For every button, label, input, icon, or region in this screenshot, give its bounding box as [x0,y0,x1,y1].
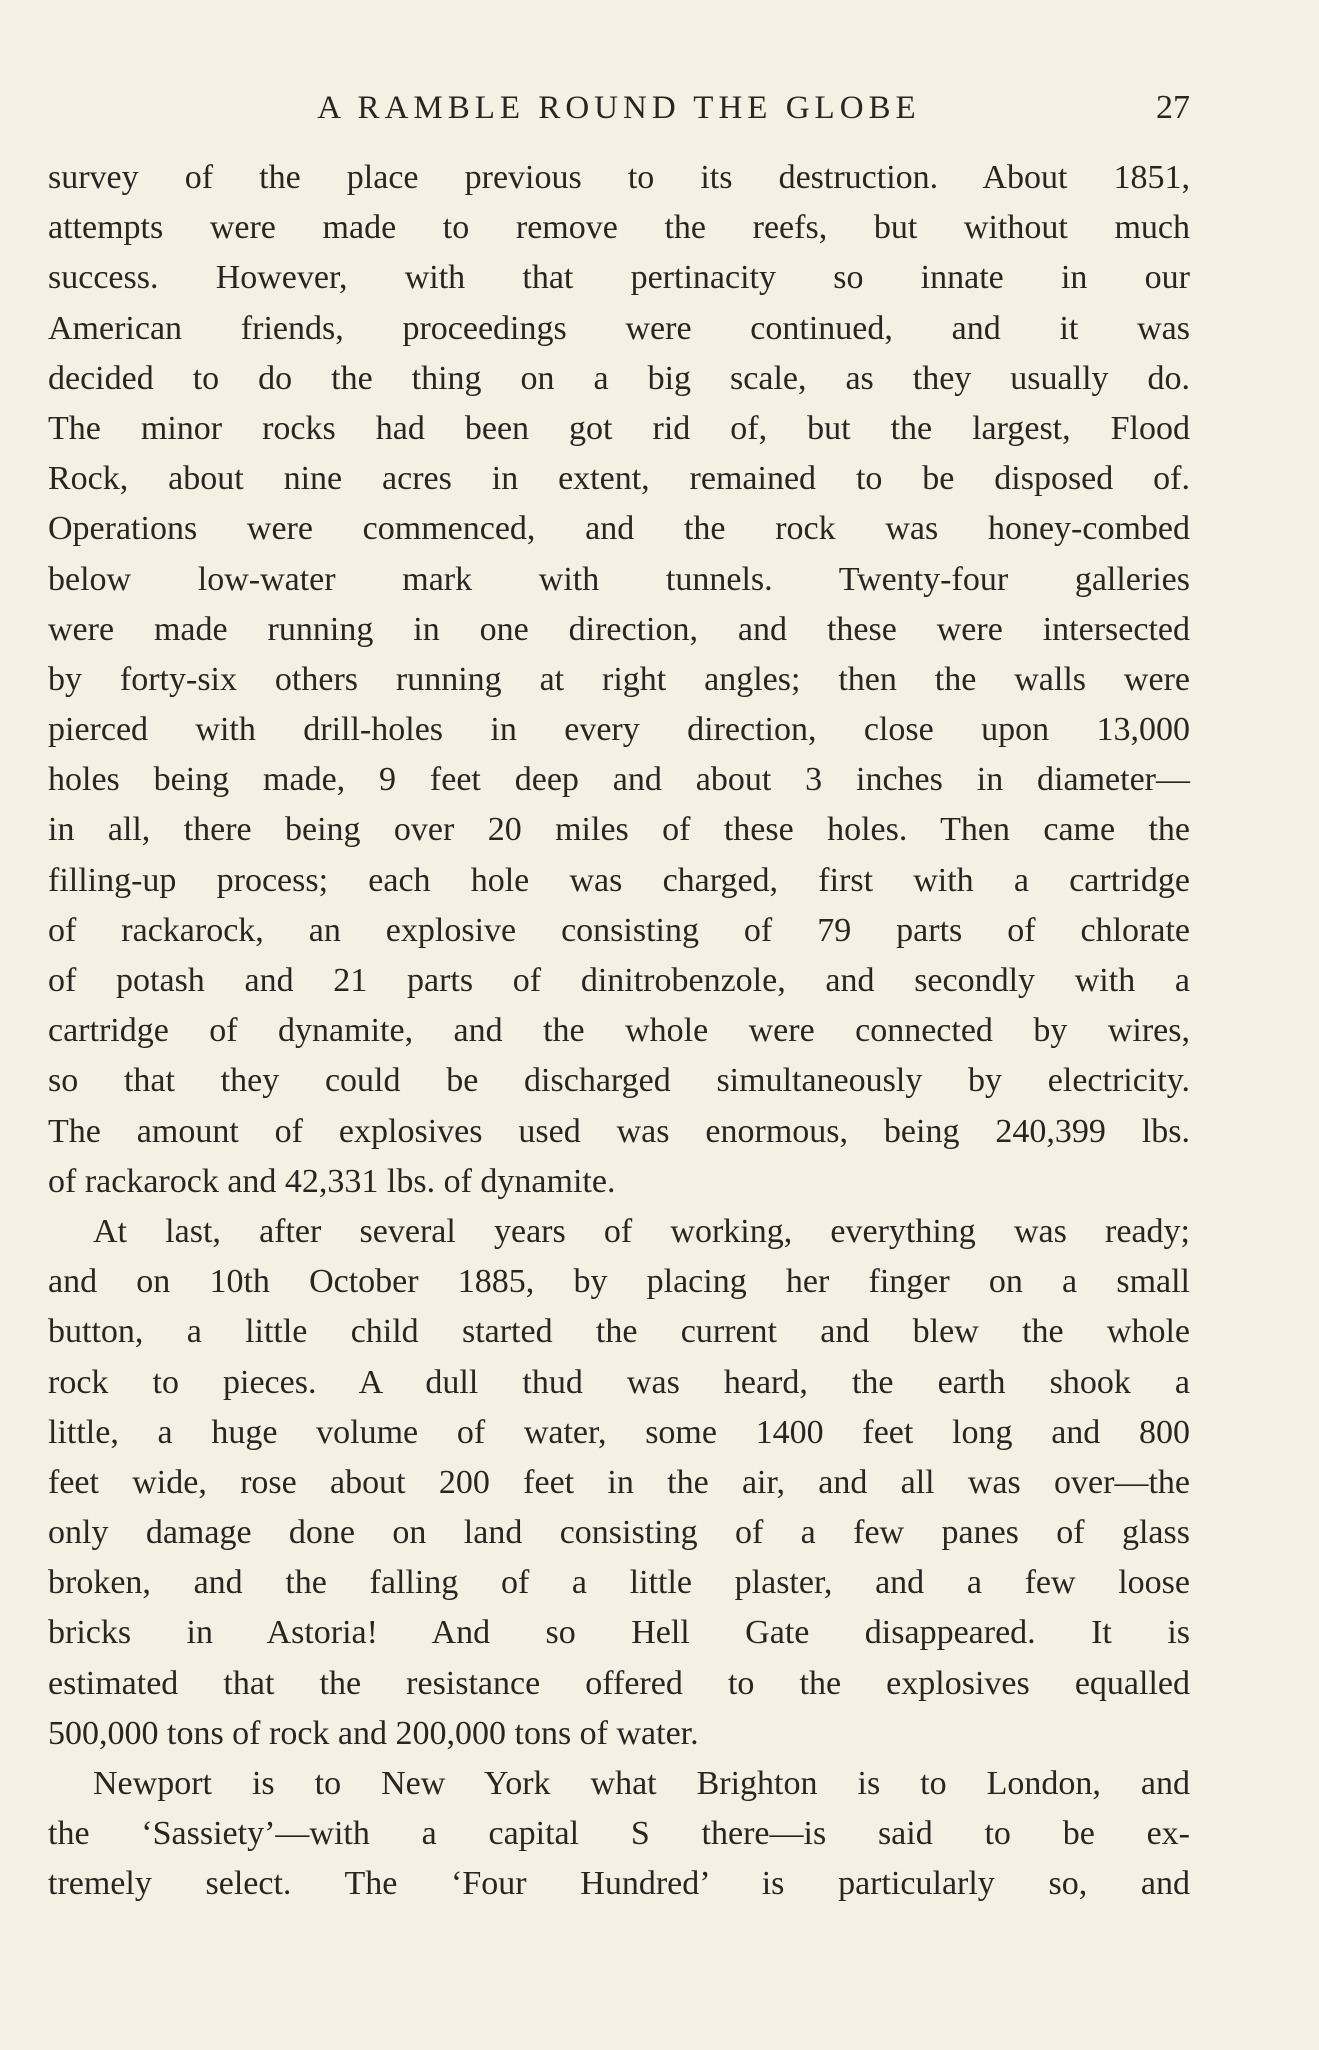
text-line: below low-water mark with tunnels. Twenty-four galleries [48,560,1190,598]
text-line: button, a little child started the current and blew the whole [48,1313,1190,1351]
text-line: of rackarock and 42,331 lbs. of dynamite. [48,1162,616,1200]
text-line: cartridge of dynamite, and the whole were connected by wires, [48,1012,1190,1050]
text-line: only damage done on land consisting of a few panes of glass [48,1514,1190,1552]
paragraph-1 [48,153,1190,1207]
text-line: Newport is to New York what Brighton is to London, and [93,1765,1190,1802]
text-line: survey of the place previous to its destruction. About 1851, [48,159,1190,196]
text-line: filling-up process; each hole was charged, first with a cartridge [48,861,1190,899]
paragraph-3 [48,1759,1190,1910]
text-line: of rackarock, an explosive consisting of 79 parts of chlorate [48,911,1190,949]
text-line: were made running in one direction, and these were intersected [48,610,1190,648]
text-line: At last, after several years of working, everything was ready; [93,1212,1190,1250]
page-number: 27 [1156,89,1190,126]
text-line: in all, there being over 20 miles of these holes. Then came the [48,811,1190,849]
text-line: The amount of explosives used was enormous, being 240,399 lbs. [48,1112,1190,1150]
text-line: rock to pieces. A dull thud was heard, the earth shook a [48,1363,1190,1401]
text-line: little, a huge volume of water, some 1400 feet long and 800 [48,1413,1190,1451]
running-title: A RAMBLE ROUND THE GLOBE [317,90,921,126]
running-head [48,80,1190,136]
text-line: by forty-six others running at right angles; then the walls were [48,660,1190,698]
text-line: tremely select. The ‘Four Hundred’ is particularly so, and [48,1865,1190,1903]
paragraph-2 [48,1207,1190,1759]
text-line: and on 10th October 1885, by placing her finger on a small [48,1263,1190,1301]
text-line: broken, and the falling of a little plaster, and a few loose [48,1564,1190,1602]
text-line: Operations were commenced, and the rock was honey-combed [48,510,1190,548]
text-line: pierced with drill-holes in every direction, close upon 13,000 [48,711,1190,749]
text-line: The minor rocks had been got rid of, but the largest, Flood [48,409,1190,447]
body-text [48,153,1190,1910]
text-line: 500,000 tons of rock and 200,000 tons of water. [48,1714,699,1752]
text-line: so that they could be discharged simultaneously by electricity. [48,1062,1190,1100]
text-line: decided to do the thing on a big scale, as they usually do. [48,359,1190,397]
text-line: holes being made, 9 feet deep and about 3 inches in diameter— [48,761,1190,799]
text-line: American friends, proceedings were continued, and it was [48,309,1190,347]
text-line: bricks in Astoria! And so Hell Gate disappeared. It is [48,1614,1190,1652]
text-line: of potash and 21 parts of dinitrobenzole, and secondly with a [48,962,1190,999]
text-line: Rock, about nine acres in extent, remained to be disposed of. [48,460,1190,498]
text-line: attempts were made to remove the reefs, but without much [48,209,1190,247]
text-line: estimated that the resistance offered to the explosives equalled [48,1664,1190,1702]
text-line: the ‘Sassiety’—with a capital S there—is said to be ex- [48,1815,1190,1853]
text-line: success. However, with that pertinacity so innate in our [48,259,1190,297]
text-line: feet wide, rose about 200 feet in the air, and all was over—the [48,1463,1190,1501]
